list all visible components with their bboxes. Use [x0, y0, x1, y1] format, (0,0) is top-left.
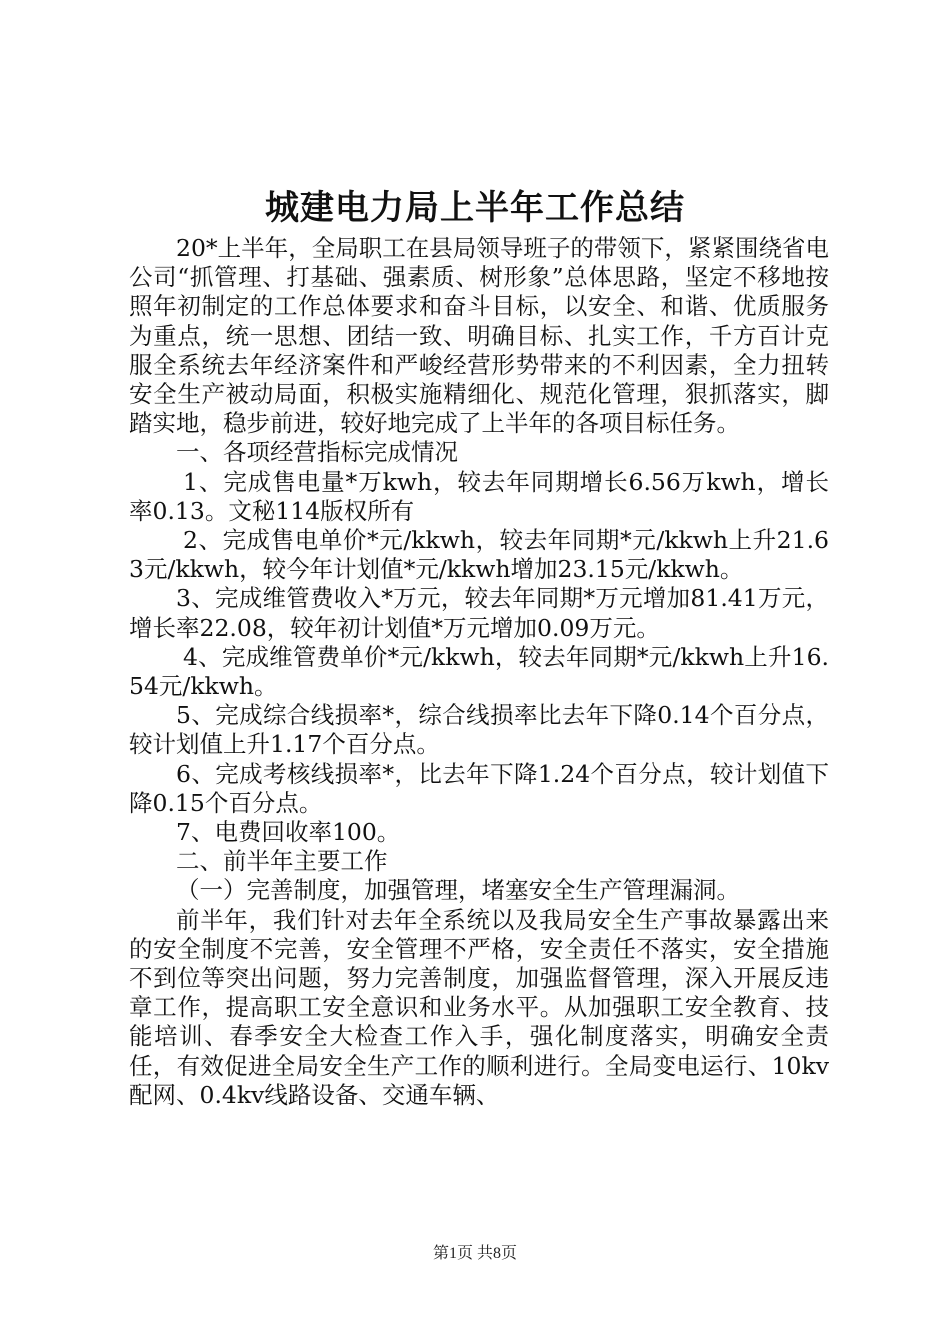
- section-heading-2: 二、前半年主要工作: [176, 847, 388, 876]
- list-item-5: 5、完成综合线损率*，综合线损率比去年下降0.14个百分点，较计划值上升1.17个百分点。: [129, 701, 829, 759]
- paragraph-intro: 20*上半年，全局职工在县局领导班子的带领下，紧紧围绕省电公司“抓管理、打基础、强素质、树形象”总体思路，坚定不移地按照年初制定的工作总体要求和奋斗目标，以安全、和谐、优质服务为重点，统一思想、团结一致、明确目标、扎实工作，千方百计克服全系统去年经济案件和严峻经营形势带来的不利因素，全力扭转安全生产被动局面，积极实施精细化、规范化管理，狠抓落实，脚踏实地，稳步前进，较好地完成了上半年的各项目标任务。: [129, 234, 829, 438]
- list-item-4: 4、完成维管费单价*元/kkwh，较去年同期*元/kkwh上升16.54元/kkwh。: [129, 642, 829, 701]
- document-title: 城建电力局上半年工作总结: [265, 188, 685, 228]
- list-item-1: 1、完成售电量*万kwh，较去年同期增长6.56万kwh，增长率0.13。文秘114版权所有: [129, 467, 829, 525]
- document-body: [129, 234, 829, 1110]
- page-number: 第1页 共8页: [432, 1245, 517, 1262]
- list-item-2: 2、完成售电单价*元/kkwh，较去年同期*元/kkwh上升21.63元/kkwh，较今年计划值*元/kkwh增加23.15元/kkwh。: [129, 526, 829, 584]
- list-item-7: 7、电费回收率100。: [176, 818, 401, 847]
- section-heading-1: 一、各项经营指标完成情况: [176, 438, 458, 467]
- list-item-3: 3、完成维管费收入*万元，较去年同期*万元增加81.41万元，增长率22.08，较年初计划值*万元增加0.09万元。: [129, 584, 829, 642]
- paragraph-work-1: 前半年，我们针对去年全系统以及我局安全生产事故暴露出来的安全制度不完善，安全管理不严格，安全责任不落实，安全措施不到位等突出问题，努力完善制度，加强监督管理，深入开展反违章工作，提高职工安全意识和业务水平。从加强职工安全教育、技能培训、春季安全大检查工作入手，强化制度落实，明确安全责任，有效促进全局安全生产工作的顺利进行。全局变电运行、10kv配网、0.4kv线路设备、交通车辆、: [129, 905, 829, 1109]
- list-item-6: 6、完成考核线损率*，比去年下降1.24个百分点，较计划值下降0.15个百分点。: [129, 759, 829, 817]
- subsection-heading-1: （一）完善制度，加强管理，堵塞安全生产管理漏洞。: [176, 876, 740, 905]
